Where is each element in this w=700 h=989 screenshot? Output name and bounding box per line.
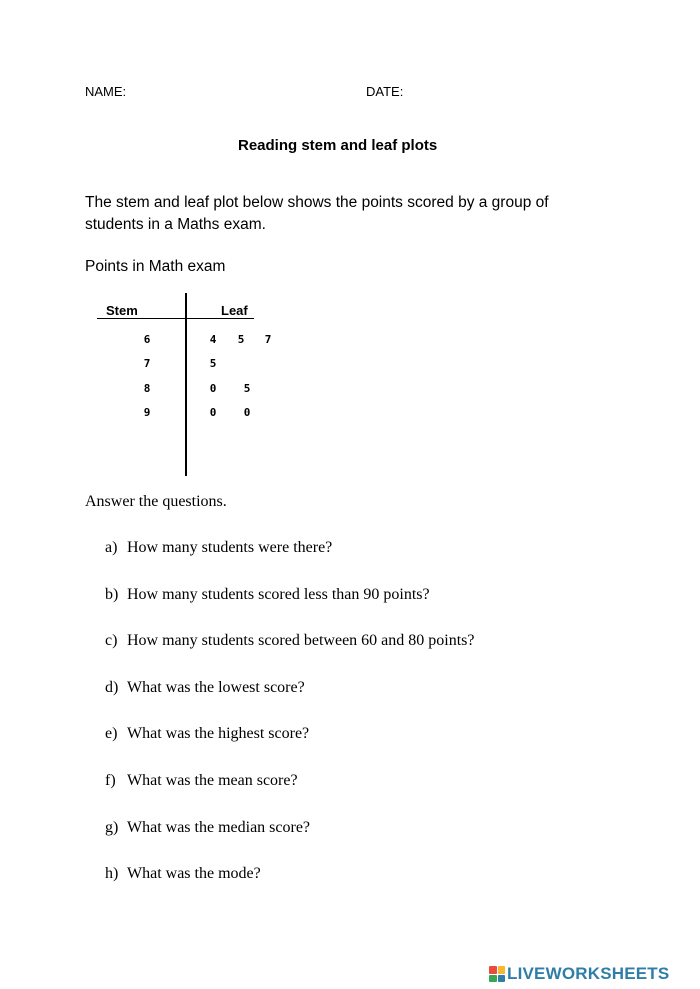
stem-value: 8 bbox=[143, 382, 151, 395]
stem-header-underline bbox=[97, 318, 185, 319]
intro-text: The stem and leaf plot below shows the points scored by a group of students in a Maths exam. bbox=[85, 194, 549, 233]
liveworksheets-logo bbox=[489, 964, 669, 984]
question-text: What was the mean score? bbox=[127, 772, 298, 789]
stem-value: 9 bbox=[143, 406, 151, 419]
stem-header: Stem bbox=[106, 303, 138, 318]
date-label: DATE: bbox=[366, 84, 404, 99]
stem-value: 7 bbox=[143, 357, 151, 370]
question-item bbox=[105, 539, 332, 557]
question-item bbox=[105, 632, 474, 650]
question-text: How many students were there? bbox=[127, 539, 333, 556]
logo-square bbox=[489, 966, 497, 974]
answer-prompt: Answer the questions. bbox=[85, 493, 227, 510]
leaf-value: 0 bbox=[209, 406, 217, 419]
leaf-value: 0 bbox=[243, 406, 251, 419]
leaf-value: 0 bbox=[209, 382, 217, 395]
leaf-value: 5 bbox=[237, 333, 245, 346]
question-text: What was the median score? bbox=[127, 819, 311, 836]
question-letter: h) bbox=[105, 865, 119, 882]
leaf-value: 5 bbox=[243, 382, 251, 395]
question-letter: e) bbox=[105, 725, 118, 742]
leaf-value: 4 bbox=[209, 333, 217, 346]
logo-square bbox=[498, 966, 506, 974]
question-item bbox=[105, 679, 305, 697]
question-letter: c) bbox=[105, 632, 118, 649]
name-label: NAME: bbox=[85, 84, 127, 99]
leaf-header-underline bbox=[187, 318, 254, 319]
leaf-value: 5 bbox=[209, 357, 217, 370]
question-item bbox=[105, 865, 261, 883]
question-item bbox=[105, 819, 310, 837]
logo-square bbox=[489, 975, 497, 983]
question-text: What was the mode? bbox=[127, 865, 261, 882]
question-letter: b) bbox=[105, 586, 119, 603]
leaf-value: 7 bbox=[264, 333, 272, 346]
question-item bbox=[105, 586, 430, 604]
question-letter: f) bbox=[105, 772, 116, 789]
question-text: What was the lowest score? bbox=[127, 679, 305, 696]
worksheet-title: Reading stem and leaf plots bbox=[238, 137, 438, 154]
liveworksheets-logo-icon bbox=[489, 966, 505, 982]
question-item bbox=[105, 725, 309, 743]
leaf-header: Leaf bbox=[221, 303, 248, 318]
question-text: How many students scored less than 90 points? bbox=[127, 586, 430, 603]
question-letter: g) bbox=[105, 819, 119, 836]
plot-label: Points in Math exam bbox=[85, 258, 226, 275]
stem-leaf-divider bbox=[185, 293, 187, 476]
question-item bbox=[105, 772, 298, 790]
logo-square bbox=[498, 975, 506, 983]
question-text: What was the highest score? bbox=[127, 725, 310, 742]
stem-value: 6 bbox=[143, 333, 151, 346]
question-letter: d) bbox=[105, 679, 119, 696]
logo-text: LIVEWORKSHEETS bbox=[507, 964, 670, 983]
question-text: How many students scored between 60 and 80 points? bbox=[127, 632, 475, 649]
question-letter: a) bbox=[105, 539, 118, 556]
